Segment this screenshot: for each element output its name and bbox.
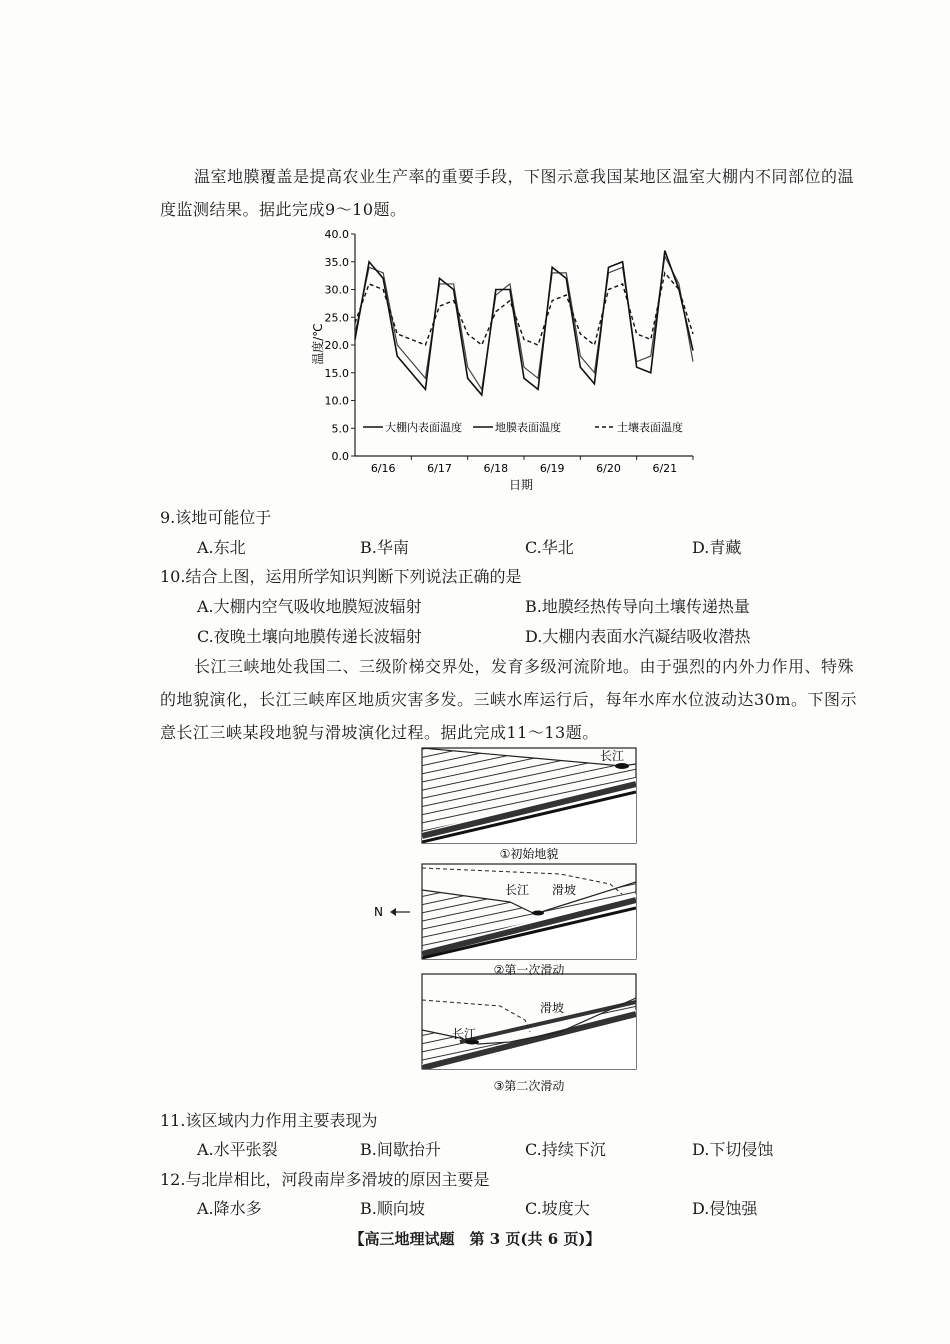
x-tick-label: 6/18	[483, 462, 509, 475]
legend-label-3: 土壤表面温度	[617, 421, 683, 434]
x-axis-label: 日期	[508, 478, 534, 492]
q9-option-b: B.华南	[360, 538, 409, 557]
q10-option-c: C.夜晚土壤向地膜传递长波辐射	[197, 627, 422, 646]
panel3-caption: ③第二次滑动	[493, 1079, 565, 1093]
x-tick-label: 6/19	[539, 462, 565, 475]
panel2-river-label: 长江	[505, 883, 530, 897]
chart-legend	[363, 420, 683, 434]
q9-option-d: D.青藏	[692, 538, 742, 557]
panel3-river-label: 长江	[452, 1027, 477, 1041]
y-tick-label: 5.0	[331, 422, 349, 436]
y-tick-label: 20.0	[324, 339, 349, 352]
intro-text-2: 长江三峡地处我国二、三级阶梯交界处，发育多级河流阶地。由于强烈的内外力作用、特殊的地貌演化，长江三峡库区地质灾害多发。三峡水库运行后，每年水库水位波动达30m。下图示意长江三峡某段地貌与滑坡演化过程。据此完成11～13题。	[160, 657, 858, 742]
legend-label-2: 地膜表面温度	[495, 421, 561, 434]
y-tick-label: 10.0	[324, 394, 349, 408]
question-9-stem: 9.该地可能位于	[160, 508, 272, 527]
x-tick-label: 6/20	[596, 462, 621, 475]
question-12-stem: 12.与北岸相比，河段南岸多滑坡的原因主要是	[160, 1170, 490, 1189]
q9-option-c: C.华北	[525, 538, 574, 557]
x-tick-label: 6/16	[370, 462, 396, 475]
y-tick-label: 40.0	[324, 228, 349, 241]
landslide-diagram	[360, 742, 660, 1102]
q12-option-c: C.坡度大	[525, 1199, 590, 1218]
intro-text-1: 温室地膜覆盖是提高农业生产率的重要手段，下图示意我国某地区温室大棚内不同部位的温度监测结果。据此完成9～10题。	[160, 167, 855, 219]
y-tick-label: 35.0	[324, 255, 349, 269]
intro-paragraph-1	[160, 160, 860, 226]
legend-label-1: 大棚内表面温度	[385, 421, 462, 434]
q11-option-a: A.水平张裂	[197, 1140, 278, 1159]
q11-option-d: D.下切侵蚀	[692, 1140, 774, 1159]
y-tick-label: 25.0	[324, 311, 349, 325]
q12-option-d: D.侵蚀强	[692, 1199, 758, 1218]
panel2-landslide-label: 滑坡	[552, 883, 577, 897]
intro-paragraph-2	[160, 650, 860, 749]
panel2-caption: ②第一次滑动	[493, 963, 565, 977]
q12-option-b: B.顺向坡	[360, 1199, 425, 1218]
temperature-chart	[305, 222, 715, 497]
q10-option-b: B.地膜经热传导向土壤传递热量	[525, 597, 750, 616]
panel1-caption: ①初始地貌	[499, 847, 559, 861]
page-footer: 【高三地理试题 第 3 页(共 6 页)】	[349, 1230, 601, 1248]
q9-option-a: A.东北	[197, 538, 246, 557]
y-tick-label: 0.0	[331, 450, 349, 463]
x-tick-label: 6/21	[652, 462, 678, 475]
chart-series	[355, 251, 693, 395]
q11-option-c: C.持续下沉	[525, 1140, 606, 1159]
q10-option-d: D.大棚内表面水汽凝结吸收潜热	[525, 627, 751, 646]
y-tick-label: 30.0	[324, 283, 349, 297]
question-10-stem: 10.结合上图，运用所学知识判断下列说法正确的是	[160, 567, 522, 586]
question-11-stem: 11.该区域内力作用主要表现为	[160, 1111, 378, 1130]
q10-option-a: A.大棚内空气吸收地膜短波辐射	[197, 597, 422, 616]
series-line-2	[355, 251, 693, 395]
q11-option-b: B.间歇抬升	[360, 1140, 441, 1159]
y-axis-label: 温度/℃	[311, 323, 325, 365]
north-label: N	[374, 905, 383, 919]
panel-first-slide	[374, 864, 636, 977]
panel-second-slide	[422, 974, 636, 1093]
series-line-3	[355, 273, 693, 345]
panel1-river-label: 长江	[600, 749, 625, 763]
panel-initial-landform	[422, 748, 636, 861]
y-tick-label: 15.0	[324, 366, 349, 380]
q12-option-a: A.降水多	[197, 1199, 262, 1218]
x-tick-label: 6/17	[427, 462, 452, 475]
north-arrow-icon	[390, 908, 410, 916]
chart-axes	[325, 228, 694, 475]
panel3-landslide-label: 滑坡	[540, 1001, 565, 1015]
